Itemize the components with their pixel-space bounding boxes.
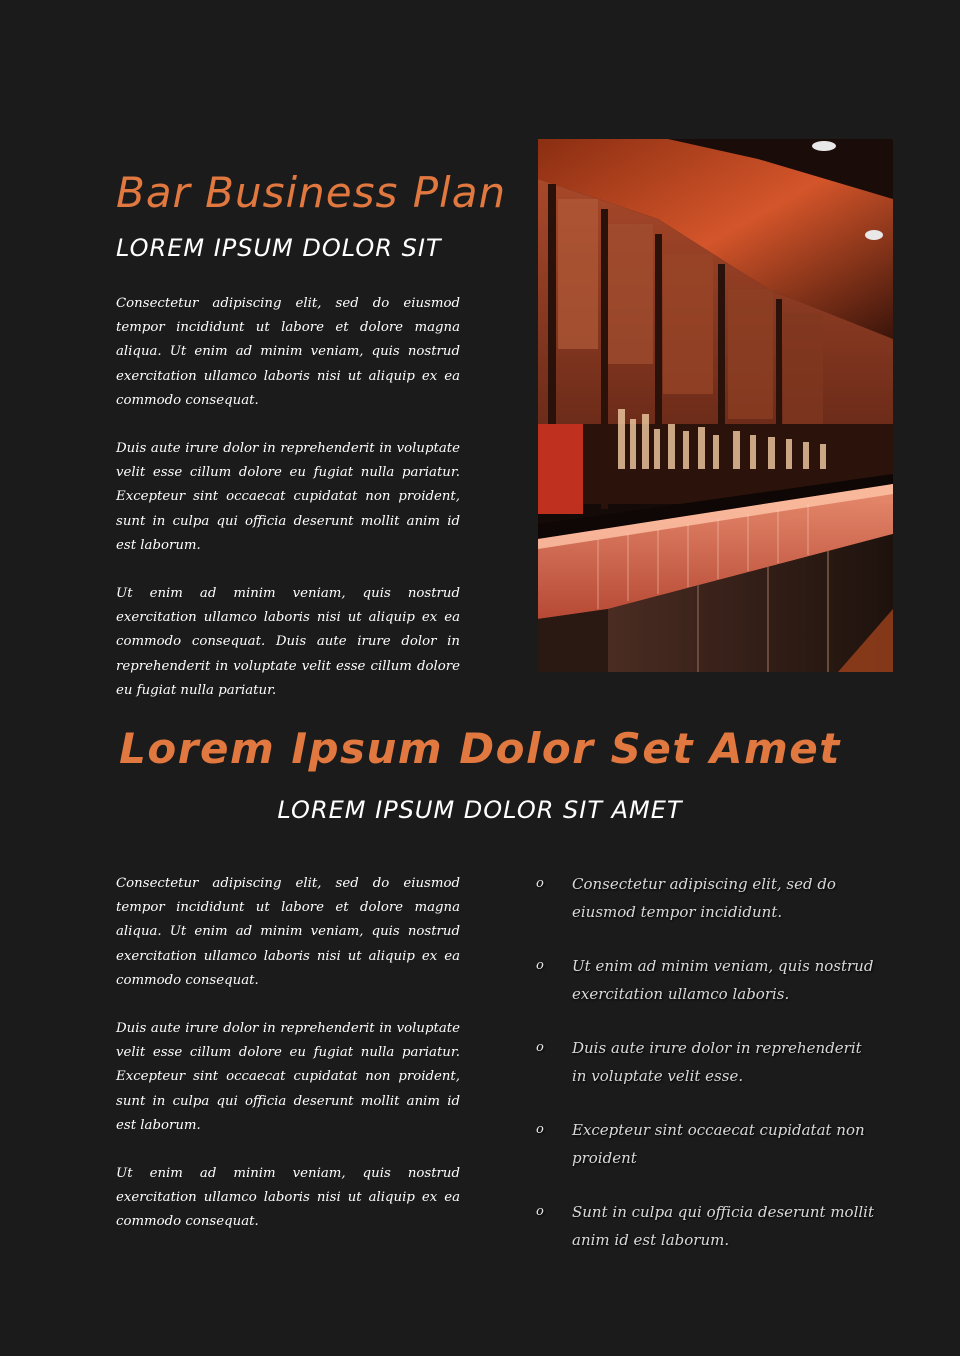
- bullet-text: Consectetur adipiscing elit, sed do eiusmod tempor incididunt.: [572, 875, 836, 921]
- bullet-text: Sunt in culpa qui officia deserunt mollit anim id est laborum.: [572, 1203, 874, 1249]
- bullet-marker: o: [536, 1204, 544, 1219]
- bullet-marker: o: [536, 958, 544, 973]
- bar-illustration: [538, 139, 893, 672]
- intro-paragraph-2: Duis aute irure dolor in reprehenderit in voluptate velit esse cillum dolore eu fugiat nulla pariatur. Excepteur sint occaecat cupidatat non proident, sunt in culpa qui officia deserunt mollit anim id est laborum.: [116, 441, 460, 553]
- list-item: [536, 870, 876, 926]
- intro-paragraph-1: Consectetur adipiscing elit, sed do eiusmod tempor incididunt ut labore et dolore magna aliqua. Ut enim ad minim veniam, quis nostrud exercitation ullamco laboris nisi ut aliquip ex ea commodo consequat.: [116, 296, 460, 408]
- ceiling-light-icon: [865, 230, 883, 240]
- section-title: Lorem Ipsum Dolor Set Amet: [119, 724, 841, 773]
- section-subtitle: LOREM IPSUM DOLOR SIT AMET: [277, 796, 683, 824]
- bullet-list: [536, 870, 876, 1280]
- ceiling-light-icon: [812, 141, 836, 151]
- page-subtitle: LOREM IPSUM DOLOR SIT: [116, 234, 442, 262]
- section-paragraph-3: Ut enim ad minim veniam, quis nostrud exercitation ullamco laboris nisi ut aliquip ex ea commodo consequat.: [116, 1166, 460, 1230]
- bullet-text: Ut enim ad minim veniam, quis nostrud exercitation ullamco laboris.: [572, 957, 874, 1003]
- intro-paragraph-3: Ut enim ad minim veniam, quis nostrud exercitation ullamco laboris nisi ut aliquip ex ea commodo consequat. Duis aute irure dolor in reprehenderit in voluptate velit esse cillum dolore eu fugiat nulla pariatur.: [116, 586, 460, 698]
- list-item: [536, 1116, 876, 1172]
- section-text: [116, 872, 460, 1259]
- bullet-text: Duis aute irure dolor in reprehenderit in voluptate velit esse.: [572, 1039, 862, 1085]
- list-item: [536, 1034, 876, 1090]
- list-item: [536, 1198, 876, 1254]
- intro-text: [116, 292, 460, 727]
- bullet-marker: o: [536, 1122, 544, 1137]
- bullet-text: Excepteur sint occaecat cupidatat non proident: [572, 1121, 865, 1167]
- page-title: Bar Business Plan: [116, 168, 507, 218]
- bullet-marker: o: [536, 1040, 544, 1055]
- bar-photo: [538, 139, 893, 672]
- list-item: [536, 952, 876, 1008]
- bullet-marker: o: [536, 876, 544, 891]
- section-paragraph-1: Consectetur adipiscing elit, sed do eiusmod tempor incididunt ut labore et dolore magna aliqua. Ut enim ad minim veniam, quis nostrud exercitation ullamco laboris nisi ut aliquip ex ea commodo consequat.: [116, 876, 460, 988]
- section-paragraph-2: Duis aute irure dolor in reprehenderit in voluptate velit esse cillum dolore eu fugiat nulla pariatur. Excepteur sint occaecat cupidatat non proident, sunt in culpa qui officia deserunt mollit anim id est laborum.: [116, 1021, 460, 1133]
